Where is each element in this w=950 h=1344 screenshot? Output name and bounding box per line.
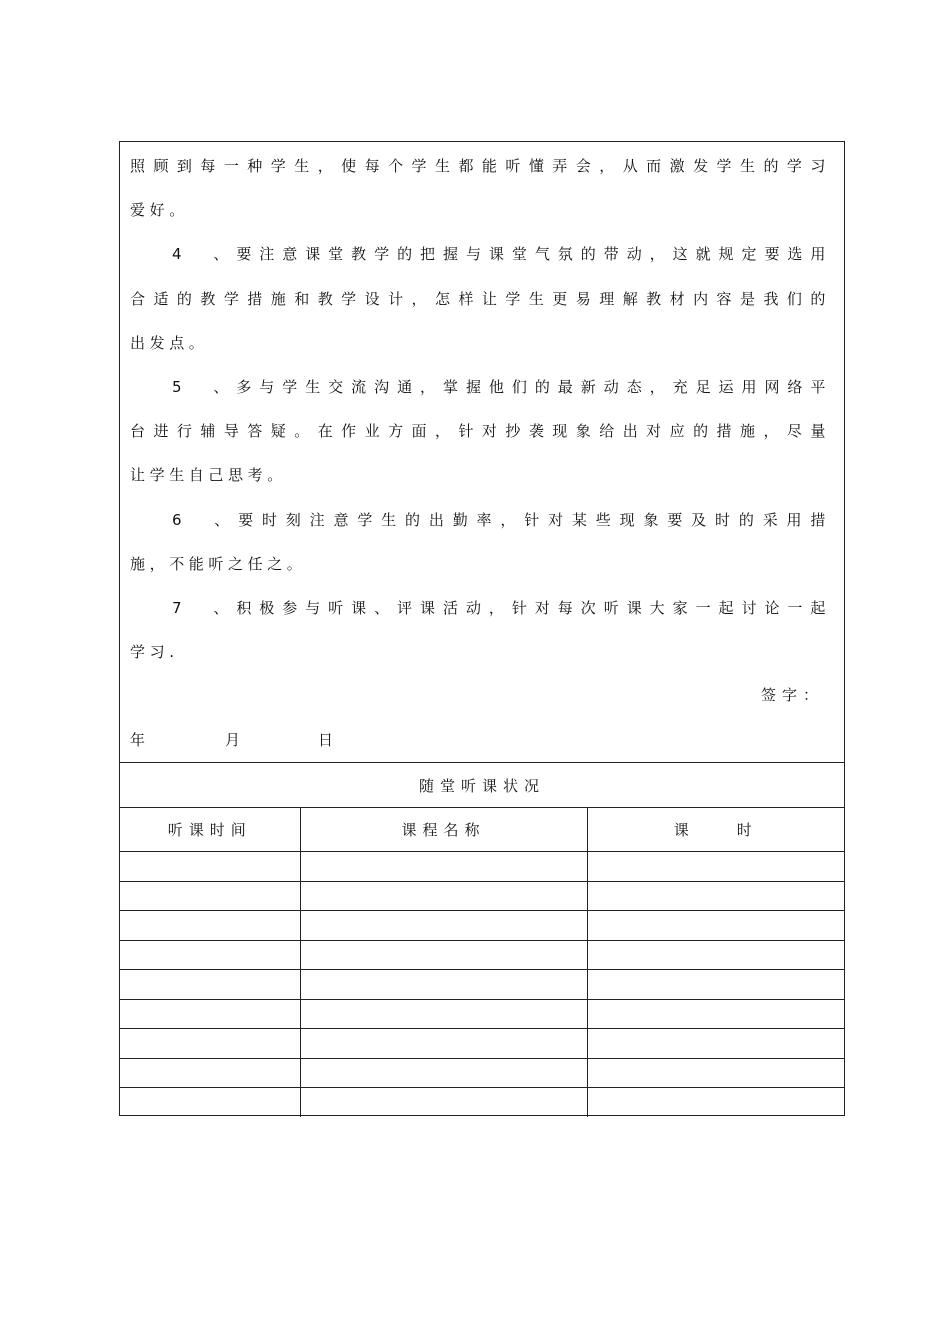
table-cell[interactable] (587, 881, 844, 911)
table-row (120, 852, 844, 882)
table-cell[interactable] (120, 911, 300, 941)
table-cell[interactable] (120, 999, 300, 1029)
paragraph-line: 施，不能听之任之。 (130, 555, 307, 573)
table-cell[interactable] (587, 940, 844, 970)
paragraph-line: 让学生自己思考。 (130, 466, 287, 484)
table-cell[interactable] (300, 1088, 587, 1117)
table-row (120, 1058, 844, 1088)
table-cell[interactable] (587, 999, 844, 1029)
table-row (120, 970, 844, 1000)
table-row (120, 1029, 844, 1059)
table-row (120, 999, 844, 1029)
paragraph-line: 5 、多与学生交流沟通，掌握他们的最新动态，充足运用网络平 (172, 378, 830, 396)
table-cell[interactable] (587, 911, 844, 941)
paragraph-line: 合适的教学措施和教学设计，怎样让学生更易理解教材内容是我们的 (130, 290, 830, 308)
table-cell[interactable] (587, 1088, 844, 1117)
table-cell[interactable] (300, 1058, 587, 1088)
paragraph-line: 7 、积极参与听课、评课活动，针对每次听课大家一起讨论一起 (172, 599, 830, 617)
form-frame (119, 141, 845, 1116)
table-cell[interactable] (120, 970, 300, 1000)
header-class-hours: 课 时 (587, 807, 844, 852)
paragraph-line: 爱好。 (130, 201, 189, 219)
table-cell[interactable] (300, 852, 587, 882)
paragraph-line: 4 、要注意课堂教学的把握与课堂气氛的带动，这就规定要选用 (172, 245, 830, 263)
table-cell[interactable] (120, 1029, 300, 1059)
paragraph-line: 台进行辅导答疑。在作业方面，针对抄袭现象给出对应的措施，尽量 (130, 422, 830, 440)
date-day: 日 (318, 731, 334, 749)
date-year: 年 (130, 731, 146, 749)
table-cell[interactable] (587, 1029, 844, 1059)
table-cell[interactable] (120, 881, 300, 911)
paragraph-line: 出发点。 (130, 334, 209, 352)
table-cell[interactable] (120, 852, 300, 882)
summary-section (120, 142, 844, 762)
table-cell[interactable] (300, 940, 587, 970)
table-row (120, 881, 844, 911)
header-listen-time: 听课时间 (120, 807, 300, 852)
section-title: 随堂听课状况 (120, 762, 844, 808)
lecture-log-table (120, 807, 844, 1117)
table-cell[interactable] (300, 881, 587, 911)
paragraph-line: 6 、要时刻注意学生的出勤率，针对某些现象要及时的采用措 (172, 511, 830, 529)
table-cell[interactable] (300, 1029, 587, 1059)
table-cell[interactable] (587, 852, 844, 882)
header-course-name: 课程名称 (300, 807, 587, 852)
table-cell[interactable] (300, 999, 587, 1029)
table-cell[interactable] (120, 1088, 300, 1117)
table-cell[interactable] (120, 1058, 300, 1088)
table-cell[interactable] (300, 911, 587, 941)
table-row (120, 911, 844, 941)
table-cell[interactable] (587, 970, 844, 1000)
table-row (120, 940, 844, 970)
table-cell[interactable] (587, 1058, 844, 1088)
paragraph-line: 学习. (130, 643, 179, 661)
table-row (120, 1088, 844, 1117)
table-cell[interactable] (300, 970, 587, 1000)
date-month: 月 (225, 731, 241, 749)
table-header-row (120, 807, 844, 852)
signature-label: 签字： (760, 686, 824, 704)
table-cell[interactable] (120, 940, 300, 970)
paragraph-line: 照顾到每一种学生，使每个学生都能听懂弄会，从而激发学生的学习 (130, 157, 830, 175)
